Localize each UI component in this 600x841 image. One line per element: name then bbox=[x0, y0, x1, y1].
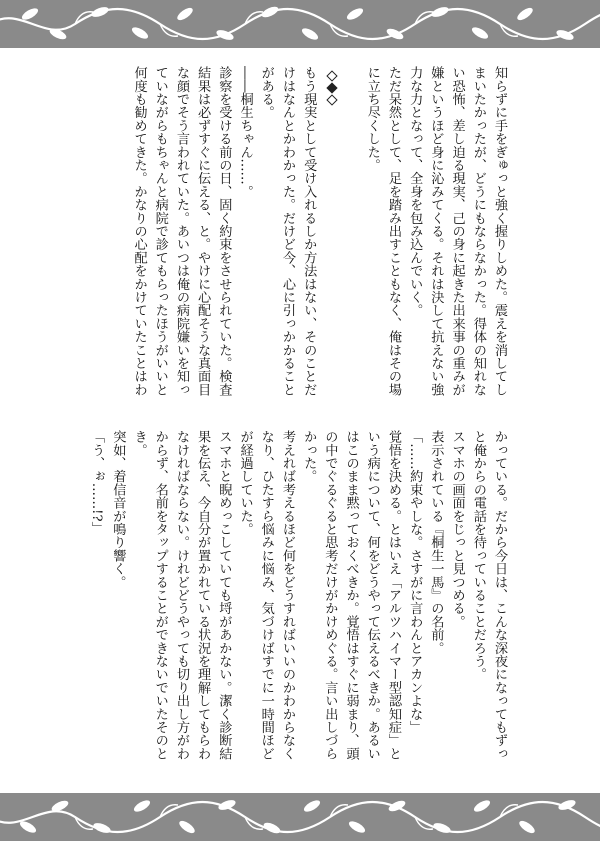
vine-ornament-bottom bbox=[0, 793, 600, 841]
open-diamond-icon bbox=[326, 94, 337, 105]
vine-ornament-top bbox=[0, 0, 600, 48]
open-diamond-icon bbox=[326, 70, 337, 81]
lower-text-tier bbox=[85, 430, 510, 770]
paragraph: 突如、着信音が鳴り響く。 bbox=[110, 430, 126, 589]
paragraph: 表示されている『桐生一馬』の名前。 bbox=[428, 430, 444, 655]
scene-break-spacer bbox=[319, 66, 340, 408]
scene-break-divider bbox=[326, 70, 338, 106]
paragraph: スマホの画面をじっと見つめる。 bbox=[449, 430, 465, 628]
paragraph: 考えれば考えるほど何をどうすればいいのかわからなくなり、ひたすら悩みに悩み、気づけばすでに一時間ほどが経過していた。 bbox=[237, 430, 295, 760]
paragraph: スマホと睨めっこしていても埒があかない。潔く診断結果を伝え、今自分が置かれている状況を理解してもらわなければならない。けれどどうやっても切り出し方がわからず、名前をタップすることができないでいたそのとき。 bbox=[131, 430, 232, 760]
paragraph: もう現実として受け入れるしか方法はない、そのことだけはなんとかわかった。だけど今、心に引っかかることがある。 bbox=[258, 66, 317, 396]
paragraph: 知らずに手をぎゅっと強く握りしめた。震えを消してしまいたかったが、どうにもならなかった。得体の知れない恐怖、差し迫る現実、己の身に起きた出来事の重みが嫌というほど身に沁みてくる。それは決して抗えない強力な力となって、全身を包み込んでいく。 bbox=[407, 66, 507, 396]
paragraph: ただ呆然として、足を踏み出すこともなく、俺はその場に立ち尽くした。 bbox=[364, 66, 401, 396]
paragraph: ――桐生ちゃん……。 bbox=[237, 66, 253, 198]
dialogue-line: 「う、ぉ……!?」 bbox=[89, 430, 105, 535]
solid-diamond-icon bbox=[326, 82, 337, 93]
bottom-vine-border bbox=[0, 793, 600, 841]
blank-line bbox=[340, 66, 361, 408]
paragraph: 覚悟を決める。とはいえ「アルツハイマー型認知症」という病について、何をどうやって伝えるべきか。あるいはこのまま黙っておくべきか。覚悟はすぐに弱まり、頭の中でぐるぐると思考だけがかけめぐる。言い出しづらかった。 bbox=[301, 430, 401, 760]
paragraph: かっている。だから今日は、こんな深夜になってもずっと俺からの電話を待っていることだろう。 bbox=[470, 430, 507, 760]
paragraph: 診察を受ける前の日、固く約束をさせられていた。検査結果は必ずすぐに伝える、と。やけに心配そうな真面目な顔でそう言われていた。あいつは俺の病院嫌いを知っていながらもちゃんと病院で診てもらったほうがいいと何度も勧めてきた。かなりの心配をかけていたことはわ bbox=[131, 66, 232, 396]
dialogue-line: 「……約束やしな。さすがに言わんとアカンよな」 bbox=[407, 430, 423, 734]
top-vine-border bbox=[0, 0, 600, 48]
upper-text-tier bbox=[85, 66, 510, 408]
